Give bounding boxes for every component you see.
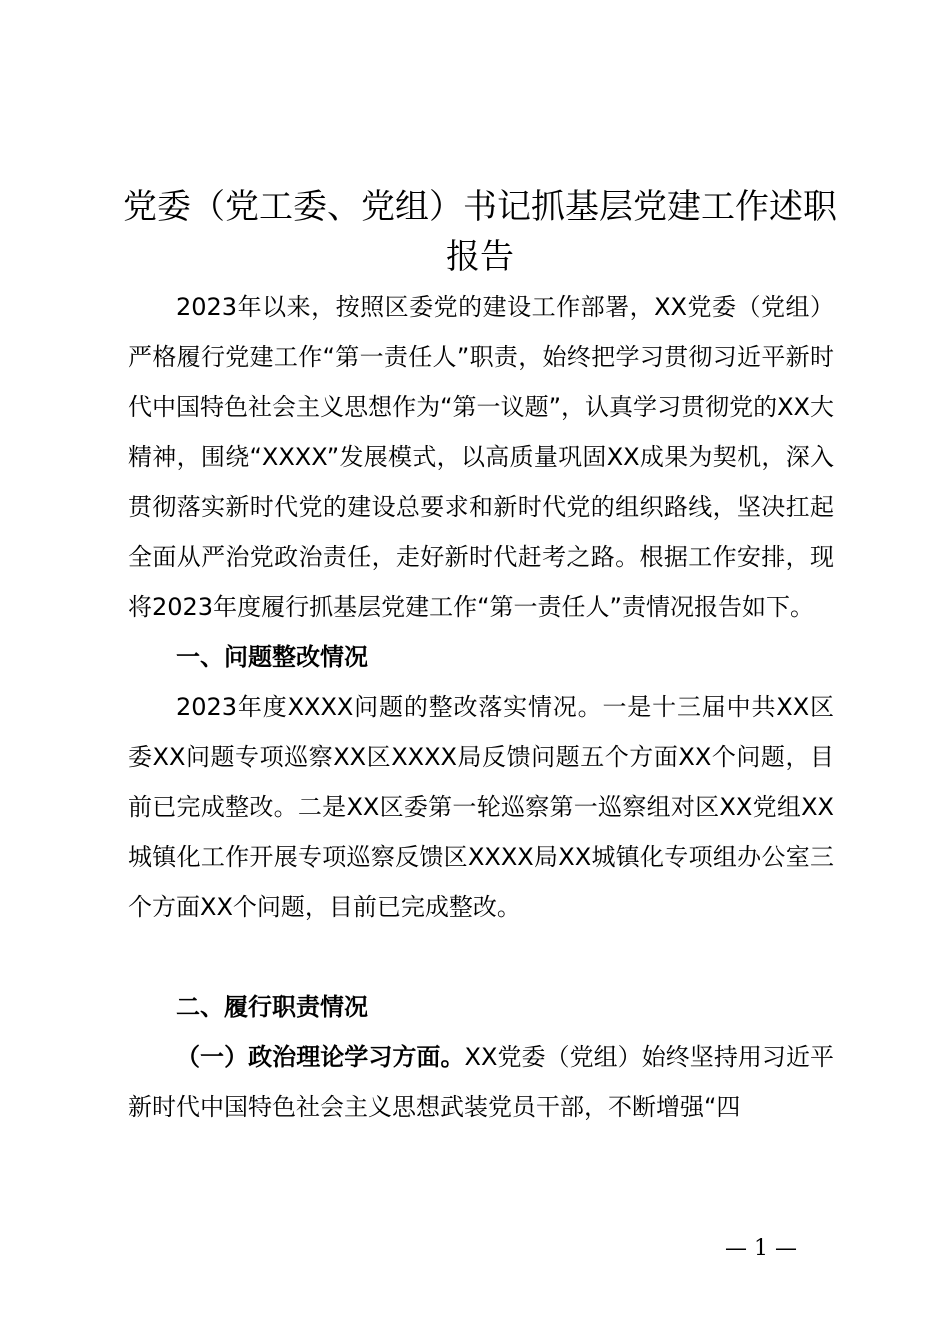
- section-heading-duty-performance: 二、履行职责情况: [176, 993, 368, 1021]
- political-theory-paragraph: [128, 1032, 834, 1132]
- subsection-lead-political-theory: （一）政治理论学习方面。: [176, 1043, 465, 1071]
- paragraph-spacer: [128, 932, 834, 982]
- section-heading-problem-rectification: 一、问题整改情况: [176, 643, 368, 671]
- problem-rectification-paragraph: 2023年度XXXX问题的整改落实情况。一是十三届中共XX区委XX问题专项巡察XX区XXXX局反馈问题五个方面XX个问题，目前已完成整改。二是XX区委第一轮巡察第一巡察组对区XX党组XX城镇化工作开展专项巡察反馈区XXXX局XX城镇化专项组办公室三个方面XX个问题，目前已完成整改。: [128, 693, 834, 921]
- intro-paragraph: 2023年以来，按照区委党的建设工作部署，XX党委（党组）严格履行党建工作“第一责任人”职责，始终把学习贯彻习近平新时代中国特色社会主义思想作为“第一议题”，认真学习贯彻党的XX大精神，围绕“XXXX”发展模式，以高质量巩固XX成果为契机，深入贯彻落实新时代党的建设总要求和新时代党的组织路线，坚决扛起全面从严治党政治责任，走好新时代赶考之路。根据工作安排，现将2023年度履行抓基层党建工作“第一责任人”责情况报告如下。: [128, 293, 834, 621]
- document-body: [128, 282, 834, 1132]
- political-theory-text: XX党委（党组）始终坚持用习近平新时代中国特色社会主义思想武装党员干部，不断增强“四: [128, 1043, 834, 1121]
- page-number: — 1 —: [725, 1236, 797, 1261]
- document-title: 党委（党工委、党组）书记抓基层党建工作述职报告: [123, 187, 837, 277]
